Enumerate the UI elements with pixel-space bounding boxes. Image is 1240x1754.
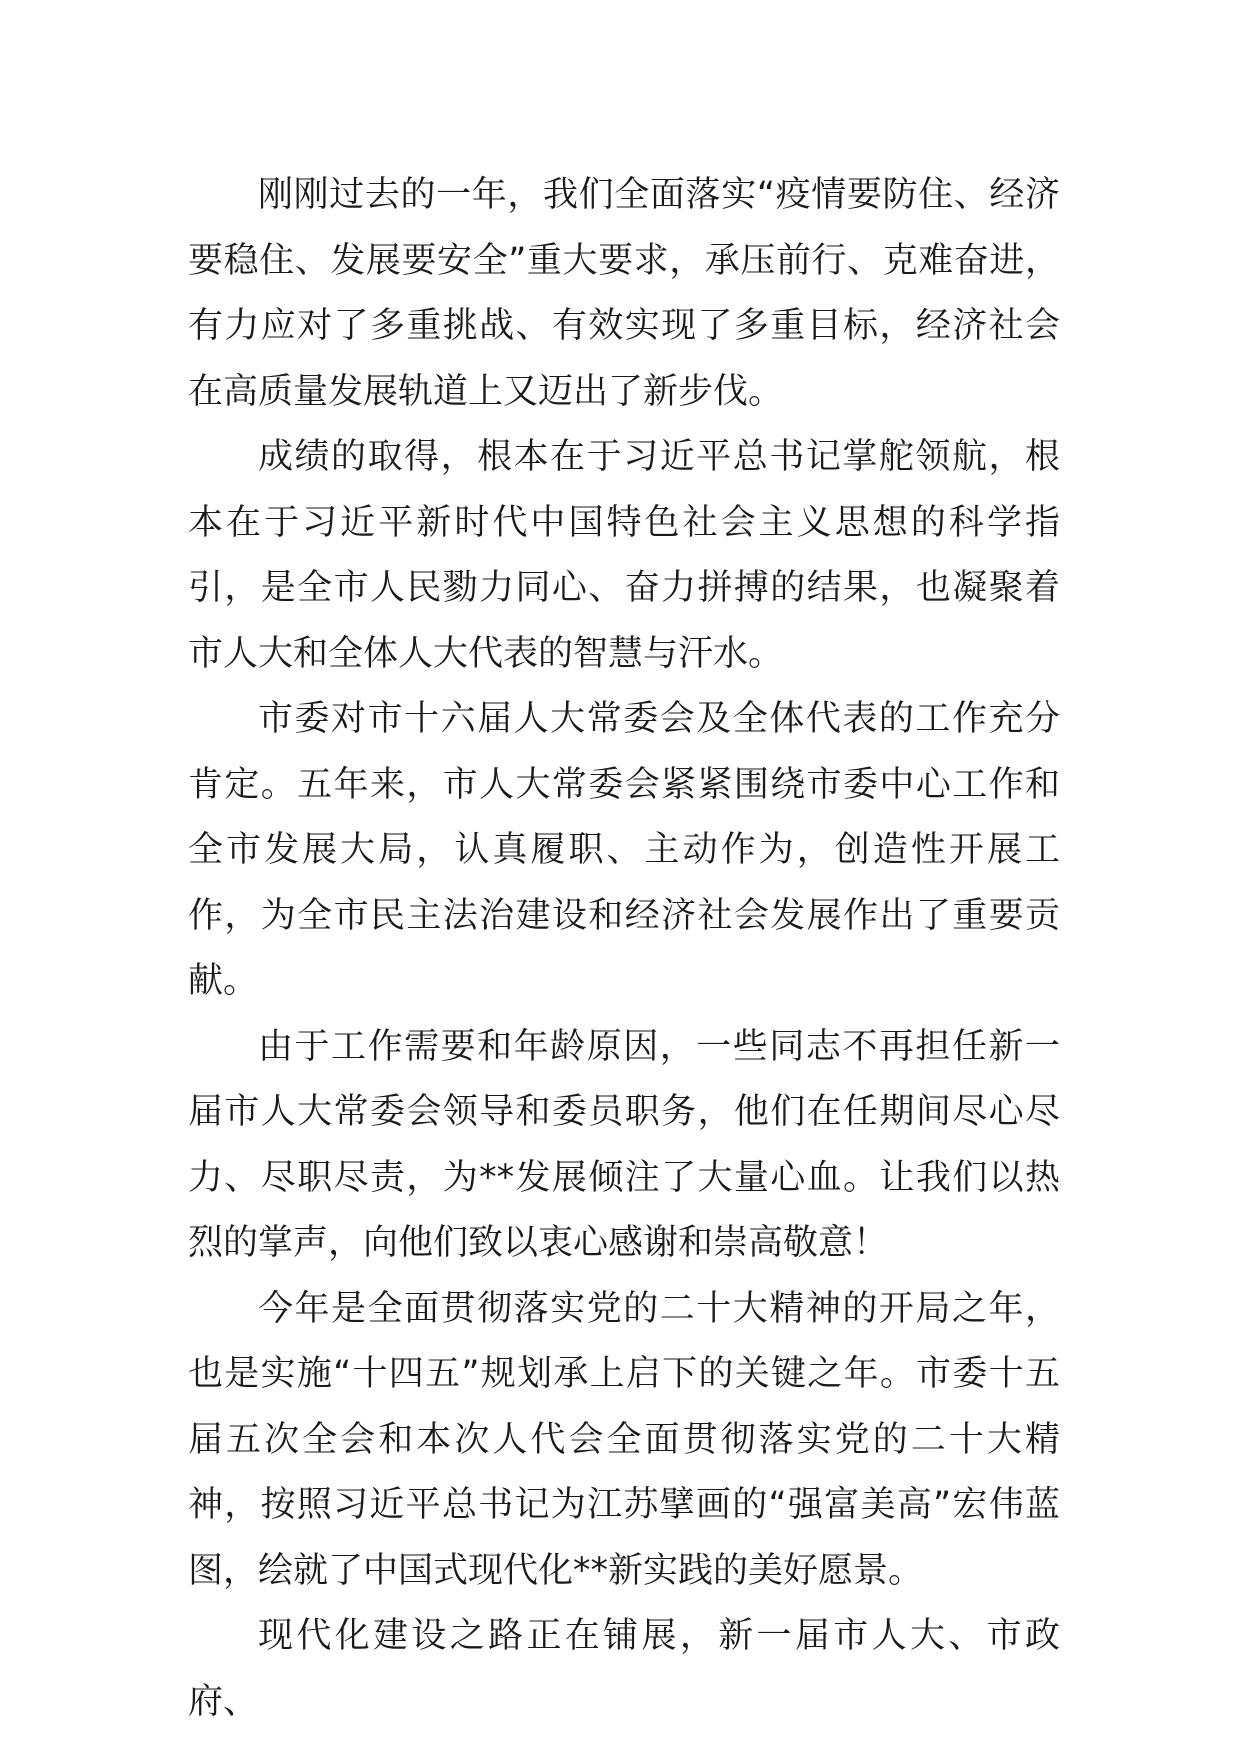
document-body [188, 163, 1060, 1735]
paragraph-2: 成绩的取得，根本在于习近平总书记掌舵领航，根本在于习近平新时代中国特色社会主义思想的科学指引，是全市人民勠力同心、奋力拼搏的结果，也凝聚着市人大和全体人大代表的智慧与汗水。 [188, 437, 1060, 674]
paragraph-1: 刚刚过去的一年，我们全面落实“疫情要防住、经济要稳住、发展要安全”重大要求，承压前行、克难奋进，有力应对了多重挑战、有效实现了多重目标，经济社会在高质量发展轨道上又迈出了新步伐。 [188, 175, 1060, 412]
paragraph-3: 市委对市十六届人大常委会及全体代表的工作充分肯定。五年来，市人大常委会紧紧围绕市委中心工作和全市发展大局，认真履职、主动作为，创造性开展工作，为全市民主法治建设和经济社会发展作出了重要贡献。 [188, 699, 1060, 1001]
paragraph-5: 今年是全面贯彻落实党的二十大精神的开局之年，也是实施“十四五”规划承上启下的关键之年。市委十五届五次全会和本次人代会全面贯彻落实党的二十大精神，按照习近平总书记为江苏擘画的“强富美高”宏伟蓝图，绘就了中国式现代化**新实践的美好愿景。 [188, 1288, 1060, 1591]
paragraph-6: 现代化建设之路正在铺展，新一届市人大、市政府、 [188, 1616, 1060, 1722]
paragraph-4: 由于工作需要和年龄原因，一些同志不再担任新一届市人大常委会领导和委员职务，他们在任期间尽心尽力、尽职尽责，为**发展倾注了大量心血。让我们以热烈的掌声，向他们致以衷心感谢和崇高敬意！ [188, 1026, 1060, 1263]
